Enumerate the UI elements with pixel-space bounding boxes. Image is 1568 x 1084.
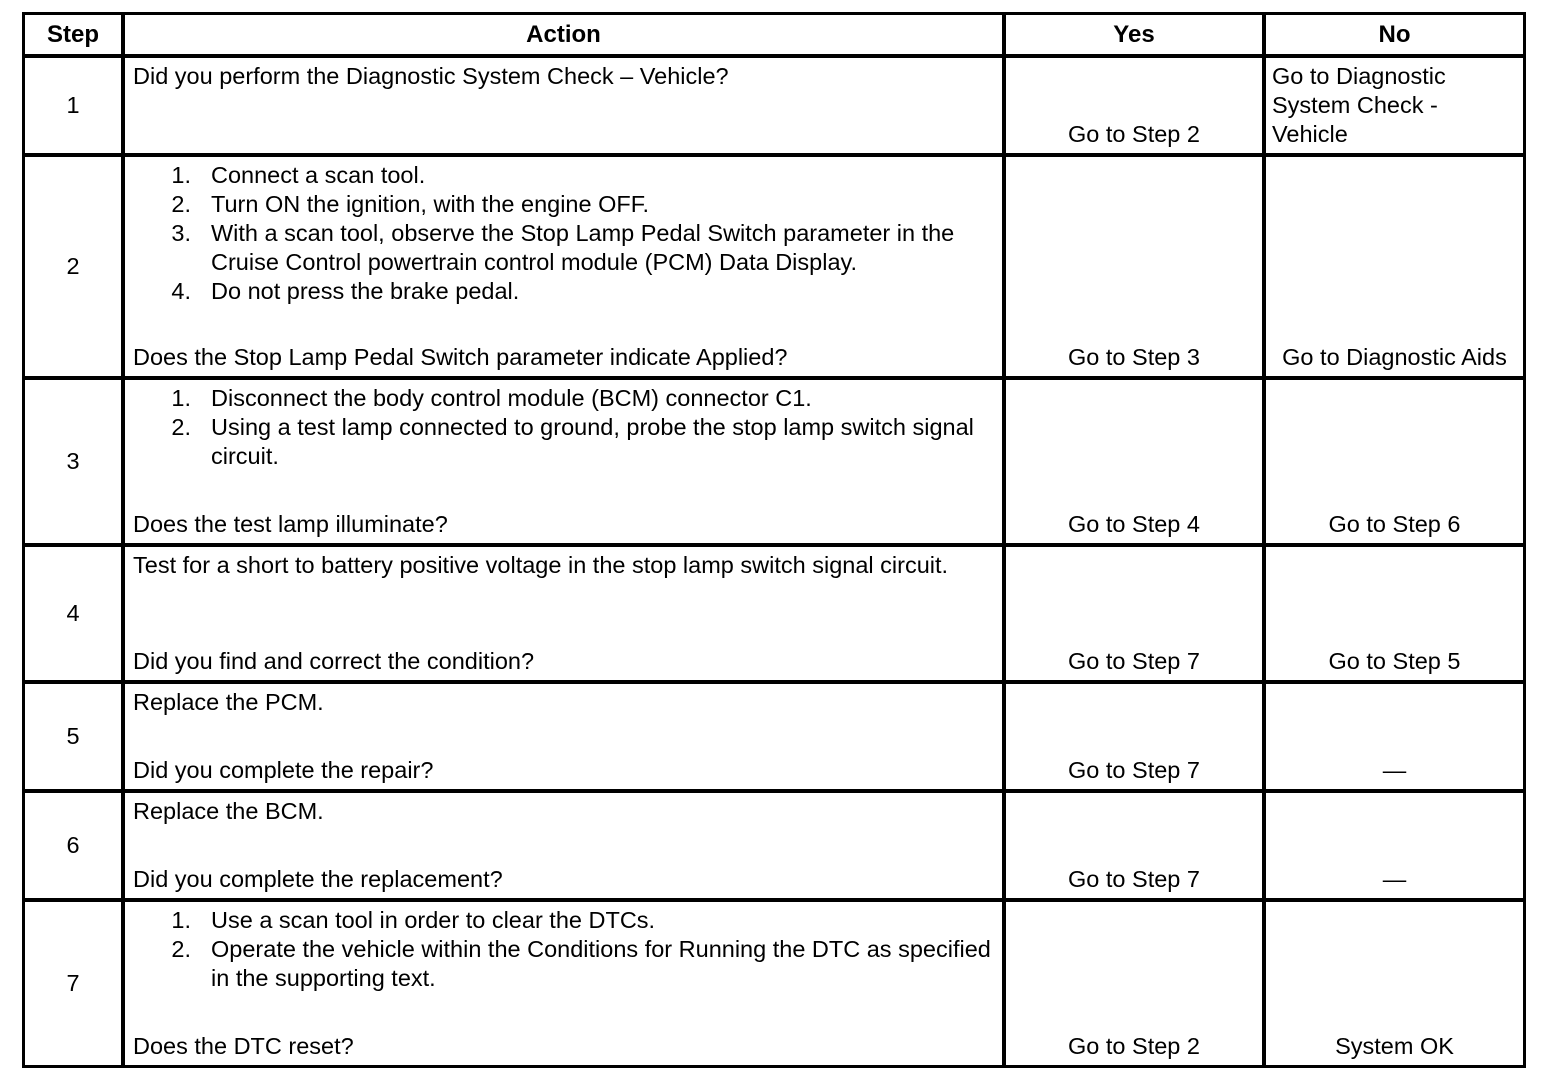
action-cell xyxy=(125,547,1002,680)
action-text: Did you perform the Diagnostic System Check – Vehicle? xyxy=(133,63,729,89)
action-cell xyxy=(125,902,1002,1065)
list-item: 3. With a scan tool, observe the Stop Lamp Pedal Switch parameter in the Cruise Control powertrain control module (PCM) Data Display. xyxy=(171,220,955,275)
diagnostic-table xyxy=(22,12,1526,1068)
no-cell xyxy=(1266,793,1523,898)
no-link[interactable]: Go to Diagnostic System Check - Vehicle xyxy=(1272,63,1446,147)
list-item: 4. Do not press the brake pedal. xyxy=(171,278,520,304)
list-item: 1. Connect a scan tool. xyxy=(171,162,426,188)
list-item: 2. Operate the vehicle within the Conditions for Running the DTC as specified in the supporting text. xyxy=(171,936,991,991)
action-text: Replace the BCM. xyxy=(133,798,324,824)
no-cell xyxy=(1266,380,1523,543)
action-question: Did you complete the repair? xyxy=(133,757,434,783)
list-item: 2. Turn ON the ignition, with the engine OFF. xyxy=(171,191,650,217)
no-status: System OK xyxy=(1335,1033,1454,1059)
no-link[interactable]: Go to Diagnostic Aids xyxy=(1282,344,1507,370)
header-no: No xyxy=(1266,15,1523,54)
action-list xyxy=(133,384,996,471)
yes-cell xyxy=(1006,157,1262,376)
list-item: 1. Use a scan tool in order to clear the DTCs. xyxy=(171,907,656,933)
list-item: 1. Disconnect the body control module (BCM) connector C1. xyxy=(171,385,812,411)
action-question: Did you find and correct the condition? xyxy=(133,648,535,674)
action-question: Does the test lamp illuminate? xyxy=(133,511,448,537)
no-cell xyxy=(1266,58,1523,153)
no-cell xyxy=(1266,547,1523,680)
yes-link[interactable]: Go to Step 7 xyxy=(1068,866,1200,892)
action-list xyxy=(133,906,996,993)
no-link[interactable]: Go to Step 5 xyxy=(1328,648,1461,674)
yes-link[interactable]: Go to Step 7 xyxy=(1068,648,1200,674)
step-number: 2 xyxy=(25,157,121,376)
yes-link[interactable]: Go to Step 7 xyxy=(1068,757,1200,783)
action-text: Replace the PCM. xyxy=(133,689,324,715)
yes-cell xyxy=(1006,793,1262,898)
no-cell xyxy=(1266,157,1523,376)
no-cell xyxy=(1266,902,1523,1065)
yes-cell xyxy=(1006,684,1262,789)
yes-cell xyxy=(1006,547,1262,680)
no-dash: — xyxy=(1382,866,1407,892)
yes-link[interactable]: Go to Step 3 xyxy=(1068,344,1200,370)
list-item: 2. Using a test lamp connected to ground, probe the stop lamp switch signal circuit. xyxy=(171,414,974,469)
no-dash: — xyxy=(1382,757,1407,783)
yes-cell xyxy=(1006,380,1262,543)
action-question: Did you complete the replacement? xyxy=(133,866,503,892)
step-number: 7 xyxy=(25,902,121,1065)
action-cell xyxy=(125,157,1002,376)
no-link[interactable]: Go to Step 6 xyxy=(1328,511,1461,537)
no-cell xyxy=(1266,684,1523,789)
action-list xyxy=(133,161,996,306)
yes-link[interactable]: Go to Step 2 xyxy=(1068,1033,1200,1059)
step-number: 1 xyxy=(25,58,121,153)
header-yes: Yes xyxy=(1006,15,1262,54)
step-number: 5 xyxy=(25,684,121,789)
yes-cell xyxy=(1006,58,1262,153)
step-number: 6 xyxy=(25,793,121,898)
action-cell xyxy=(125,380,1002,543)
step-number: 3 xyxy=(25,380,121,543)
action-cell xyxy=(125,793,1002,898)
step-number: 4 xyxy=(25,547,121,680)
action-cell xyxy=(125,58,1002,153)
yes-link[interactable]: Go to Step 2 xyxy=(1068,121,1200,147)
header-action: Action xyxy=(125,15,1002,54)
action-text: Test for a short to battery positive voltage in the stop lamp switch signal circuit. xyxy=(133,552,949,578)
action-question: Does the DTC reset? xyxy=(133,1033,354,1059)
action-cell xyxy=(125,684,1002,789)
yes-cell xyxy=(1006,902,1262,1065)
yes-link[interactable]: Go to Step 4 xyxy=(1068,511,1200,537)
header-step: Step xyxy=(25,15,121,54)
action-question: Does the Stop Lamp Pedal Switch parameter indicate Applied? xyxy=(133,344,788,370)
